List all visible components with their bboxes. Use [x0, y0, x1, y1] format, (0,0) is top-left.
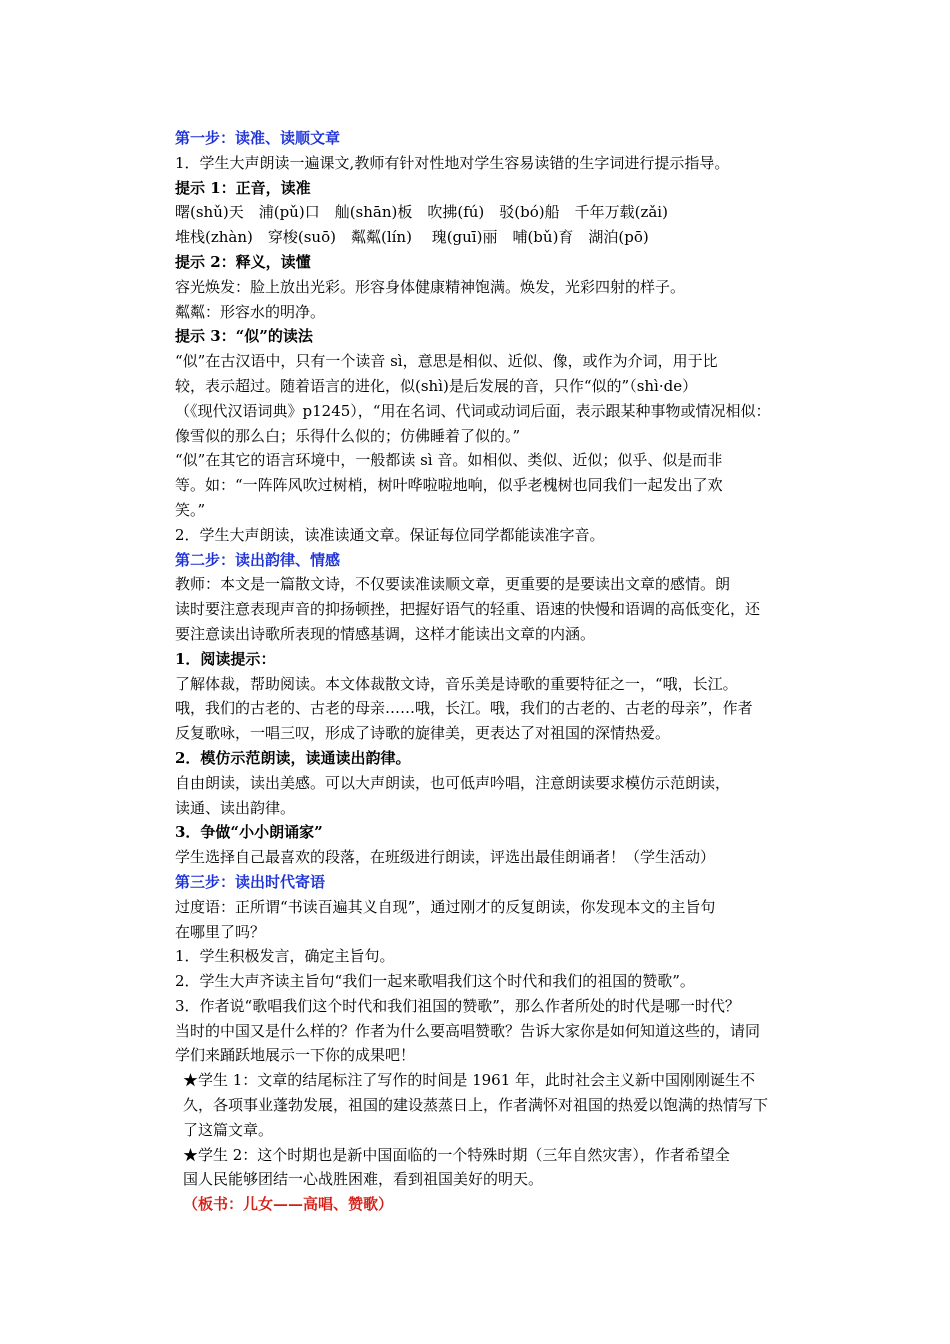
- text-line: 在哪里了吗？: [175, 922, 266, 941]
- text-line: 提示 2：释义，读懂: [175, 252, 311, 271]
- text-line: 1．学生大声朗读一遍课文,教师有针对性地对学生容易读错的生字词进行提示指导。: [175, 153, 730, 172]
- text-line: 当时的中国又是什么样的？作者为什么要高唱赞歌？告诉大家你是如何知道这些的，请同: [175, 1021, 761, 1040]
- text-line: 学们来踊跃地展示一下你的成果吧！: [175, 1046, 416, 1065]
- text-line: 3．作者说“歌唱我们这个时代和我们祖国的赞歌”，那么作者所处的时代是哪一时代？: [175, 996, 740, 1015]
- text-line: 较，表示超过。随着语言的进化，似(shì)是后发展的音，只作“似的”（shì·de）: [175, 376, 698, 395]
- text-line: 要注意读出诗歌所表现的情感基调，这样才能读出文章的内涵。: [175, 624, 596, 643]
- text-line: 过度语：正所谓“书读百遍其义自现”，通过刚才的反复朗读，你发现本文的主旨句: [175, 897, 716, 916]
- text-line: 国人民能够团结一心战胜困难，看到祖国美好的明天。: [183, 1170, 544, 1189]
- text-line: 1．学生积极发言，确定主旨句。: [175, 947, 395, 966]
- text-line: 1．阅读提示：: [175, 649, 276, 668]
- text-line: 哦，我们的古老的、古老的母亲……哦，长江。哦，我们的古老的、古老的母亲”，作者: [175, 699, 753, 718]
- text-line: 堆栈(zhàn) 穿梭(suō) 粼粼(lín) 瑰(guī)丽 哺(bǔ)育 湖泊(pō): [175, 228, 649, 247]
- text-line: “似”在古汉语中，只有一个读音 sì，意思是相似、近似、像，或作为介词，用于比: [175, 352, 718, 371]
- text-line: 像雪似的那么白；乐得什么似的；仿佛睡着了似的。”: [175, 426, 521, 445]
- blackboard-note: （板书：儿女——高唱、赞歌）: [183, 1195, 394, 1214]
- text-line: 教师：本文是一篇散文诗，不仅要读准读顺文章，更重要的是要读出文章的感情。朗: [175, 575, 731, 594]
- text-line: 学生选择自己最喜欢的段落，在班级进行朗读，评选出最佳朗诵者！（学生活动）: [175, 848, 716, 867]
- text-line: 2．模仿示范朗读，读通读出韵律。: [175, 748, 411, 767]
- text-line: 反复歌咏，一唱三叹，形成了诗歌的旋律美，更表达了对祖国的深情热爱。: [175, 724, 671, 743]
- text-line: ★学生 1：文章的结尾标注了写作的时间是 1961 年，此时社会主义新中国刚刚诞生不: [183, 1071, 756, 1090]
- text-line: 久，各项事业蓬勃发展，祖国的建设蒸蒸日上，作者满怀对祖国的热爱以饱满的热情写下: [183, 1096, 769, 1115]
- text-line: （《现代汉语词典》p1245），“用在名词、代词或动词后面，表示跟某种事物或情况相似：: [175, 401, 771, 420]
- text-line: 读时要注意表现声音的抑扬顿挫，把握好语气的轻重、语速的快慢和语调的高低变化，还: [175, 600, 761, 619]
- text-line: 提示 1：正音，读准: [175, 178, 311, 197]
- text-line: 3．争做“小小朗诵家”: [175, 823, 323, 842]
- text-line: 2．学生大声齐读主旨句“我们一起来歌唱我们这个时代和我们的祖国的赞歌”。: [175, 972, 695, 991]
- text-line: 粼粼：形容水的明净。: [175, 302, 326, 321]
- text-line: 容光焕发：脸上放出光彩。形容身体健康精神饱满。焕发，光彩四射的样子。: [175, 277, 686, 296]
- text-line: 读通、读出韵律。: [175, 798, 296, 817]
- text-line: 等。如：“一阵阵风吹过树梢，树叶哗啦啦地响，似乎老槐树也同我们一起发出了欢: [175, 476, 723, 495]
- section-heading: 第一步：读准、读顺文章: [175, 129, 341, 147]
- text-line: 曙(shǔ)天 浦(pǔ)口 舢(shān)板 吹拂(fú) 驳(bó)船 千年万载(zǎi): [175, 203, 668, 222]
- text-line: 2．学生大声朗读，读准读通文章。保证每位同学都能读准字音。: [175, 525, 605, 544]
- section-heading: 第二步：读出韵律、情感: [175, 550, 341, 569]
- text-line: 提示 3：“似”的读法: [175, 327, 313, 346]
- text-line: 笑。”: [175, 500, 206, 519]
- text-line: “似”在其它的语言环境中，一般都读 sì 音。如相似、类似、近似；似乎、似是而非: [175, 451, 723, 470]
- text-line: 了这篇文章。: [183, 1120, 274, 1139]
- text-line: 自由朗读，读出美感。可以大声朗读，也可低声吟唱，注意朗读要求模仿示范朗读，: [175, 773, 731, 792]
- text-line: 了解体裁，帮助阅读。本文体裁散文诗，音乐美是诗歌的重要特征之一，“哦，长江。: [175, 674, 738, 693]
- section-heading: 第三步：读出时代寄语: [175, 872, 326, 891]
- text-line: ★学生 2：这个时期也是新中国面临的一个特殊时期（三年自然灾害），作者希望全: [183, 1145, 730, 1164]
- document-body: [145, 126, 825, 1217]
